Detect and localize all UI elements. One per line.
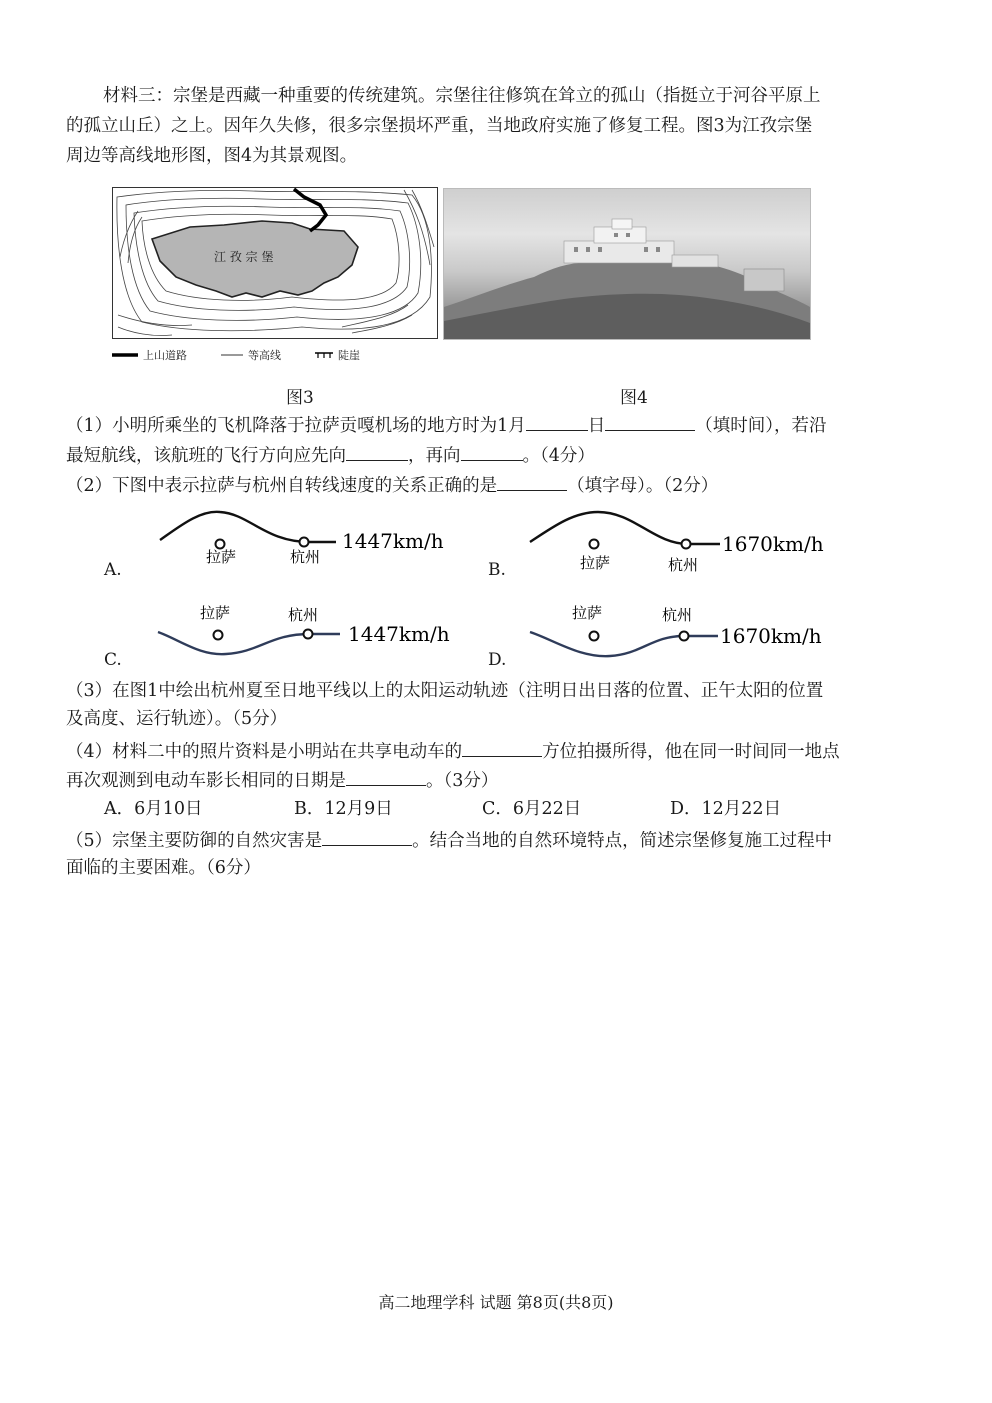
option-b-city1: 拉萨 <box>580 554 611 572</box>
option-a-city1: 拉萨 <box>206 548 237 566</box>
q2-option-c-diagram <box>150 598 460 668</box>
q1-text-c: （填时间），若沿 <box>695 416 827 436</box>
q1-text-b: 日 <box>587 416 606 436</box>
q1-text-e: ，再向 <box>408 446 461 466</box>
q4-text-c: 再次观测到电动车影长相同的日期是 <box>66 771 346 791</box>
fortress-label: 江 孜 宗 堡 <box>214 250 274 264</box>
q5-text-a: （5）宗堡主要防御的自然灾害是 <box>66 831 323 851</box>
q4-text-b: 方位拍摄所得，他在同一时间同一地点 <box>542 742 840 762</box>
q1-text-d: 最短航线，该航班的飞行方向应先向 <box>66 446 346 466</box>
q1-text-a: （1）小明所乘坐的飞机降落于拉萨贡嘎机场的地方时为1月 <box>66 416 526 436</box>
option-d-city2: 杭州 <box>662 606 693 624</box>
q5-line2: 面临的主要困难。（6分） <box>66 858 261 878</box>
option-d-city1: 拉萨 <box>572 604 603 622</box>
option-b-city2: 杭州 <box>668 556 699 574</box>
q2-option-b-diagram <box>524 506 844 576</box>
q3-line2: 及高度、运行轨迹）。（5分） <box>66 709 288 729</box>
figure4-caption: 图4 <box>620 388 648 408</box>
q2-option-b-letter: B. <box>488 560 506 580</box>
option-d-speed: 1670km/h <box>720 624 822 648</box>
legend-road <box>112 347 187 363</box>
page-footer: 高二地理学科 试题 第8页(共8页) <box>378 1293 614 1312</box>
material-intro-line2: 的孤立山丘）之上。因年久失修，很多宗堡损坏严重，当地政府实施了修复工程。图3为江孜宗堡 <box>66 116 813 136</box>
option-c-city1: 拉萨 <box>200 604 231 622</box>
legend-cliff-label: 陡崖 <box>338 349 360 362</box>
q4-choice-a: A．6月10日 <box>104 799 203 819</box>
q1-text-f: 。（4分） <box>522 446 595 466</box>
option-a-city2: 杭州 <box>290 548 321 566</box>
q2-option-d-diagram <box>524 598 844 668</box>
fortress-photo-svg <box>444 189 810 339</box>
q3-line1: （3）在图1中绘出杭州夏至日地平线以上的太阳运动轨迹（注明日出日落的位置、正午太阳的位置 <box>66 681 824 701</box>
q1-blank-day[interactable] <box>526 412 588 431</box>
q4-blank-direction[interactable] <box>462 738 542 757</box>
q4-blank-date[interactable] <box>346 767 426 786</box>
q1-line2 <box>66 442 595 468</box>
q2-option-c-letter: C. <box>104 650 122 670</box>
material-intro-line1: 材料三：宗堡是西藏一种重要的传统建筑。宗堡往往修筑在耸立的孤山（指挺立于河谷平原上 <box>103 86 821 106</box>
q4-line1 <box>66 738 840 764</box>
q5-blank-disaster[interactable] <box>322 827 412 846</box>
option-c-speed: 1447km/h <box>348 622 450 646</box>
contour-legend-icon <box>221 352 243 358</box>
q2-option-a-diagram <box>150 506 450 570</box>
legend-contour <box>221 347 281 363</box>
q5-text-b: 。结合当地的自然环境特点，简述宗堡修复施工过程中 <box>412 831 833 851</box>
q4-line2 <box>66 767 498 793</box>
q1-blank-time[interactable] <box>605 412 695 431</box>
q4-choice-b: B．12月9日 <box>294 799 393 819</box>
q2-option-a-letter: A. <box>104 560 122 580</box>
q2-text-b: （填字母）。（2分） <box>567 476 719 496</box>
legend-cliff <box>315 347 360 363</box>
q4-choice-d: D．12月22日 <box>670 799 782 819</box>
q1-blank-dir2[interactable] <box>461 442 523 461</box>
q4-choice-c: C．6月22日 <box>482 799 582 819</box>
option-a-speed: 1447km/h <box>342 529 444 553</box>
q4-text-a: （4）材料二中的照片资料是小明站在共享电动车的 <box>66 742 463 762</box>
cliff-legend-icon <box>315 351 333 359</box>
q2-blank-answer[interactable] <box>497 472 567 491</box>
q2-option-d-letter: D. <box>488 650 507 670</box>
q2-text-a: （2）下图中表示拉萨与杭州自转线速度的关系正确的是 <box>66 476 498 496</box>
legend-contour-label: 等高线 <box>248 349 281 362</box>
contour-map-svg <box>112 187 438 339</box>
material-intro-line3: 周边等高线地形图，图4为其景观图。 <box>66 146 358 166</box>
legend-road-label: 上山道路 <box>143 349 187 362</box>
q1-line1 <box>66 412 827 438</box>
figure3-caption: 图3 <box>286 388 314 408</box>
q5-line1 <box>66 827 832 853</box>
option-c-city2: 杭州 <box>288 606 319 624</box>
figure3-contour-map <box>112 187 438 339</box>
road-legend-icon <box>112 352 138 358</box>
q1-blank-dir1[interactable] <box>346 442 408 461</box>
option-b-speed: 1670km/h <box>722 532 824 556</box>
q4-text-d: 。（3分） <box>426 771 499 791</box>
figure3-legend <box>112 347 388 363</box>
q2-line1 <box>66 472 718 498</box>
figure4-photo <box>443 188 811 340</box>
